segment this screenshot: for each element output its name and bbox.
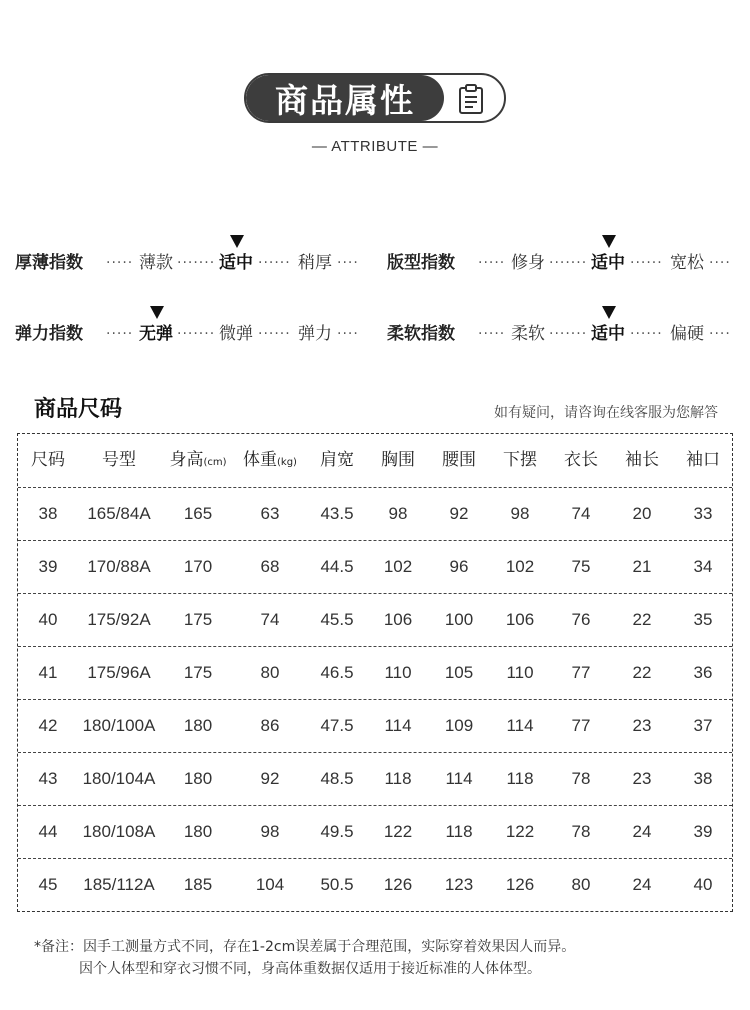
table-header-cell: 下摆 [503,450,537,470]
attribute-option-selected: 适中 [219,253,253,273]
table-cell: 77 [571,663,591,682]
attribute-option-selected: 适中 [591,253,625,273]
table-row [18,699,732,753]
table-cell: 35 [693,610,713,629]
table-header-row [18,434,732,487]
table-cell: 48.5 [320,769,354,788]
section-header-pill [244,73,506,123]
table-cell: 96 [449,557,469,576]
table-cell: 110 [384,663,412,682]
size-section-title: 商品尺码 [34,397,123,422]
table-cell: 86 [260,716,280,735]
table-cell: 68 [260,557,280,576]
dotted-separator: ···· [709,255,731,271]
table-cell: 98 [388,504,408,523]
table-cell: 50.5 [320,875,354,894]
table-row [18,540,732,594]
table-row [18,752,732,806]
table-cell: 76 [571,610,591,629]
dotted-separator: ······· [549,326,588,342]
attribute-row [387,322,747,346]
table-cell: 24 [632,822,652,841]
table-cell: 38 [693,769,713,788]
selected-marker-icon [150,306,164,319]
table-cell: 23 [632,716,652,735]
table-cell: 122 [505,822,535,841]
attribute-label: 版型指数 [387,253,455,273]
table-cell: 109 [444,716,474,735]
table-cell: 122 [383,822,413,841]
dotted-separator: ···· [337,326,359,342]
table-cell: 118 [445,822,473,841]
table-header-cell: 尺码 [31,450,65,470]
table-cell: 80 [571,875,591,894]
dotted-separator: ······· [177,326,216,342]
table-cell: 106 [505,610,535,629]
size-help-note: 如有疑问，请咨询在线客服为您解答 [494,405,718,421]
attribute-option: 弹力 [298,324,332,344]
table-cell: 75 [571,557,591,576]
table-cell: 24 [632,875,652,894]
attribute-option-selected: 适中 [591,324,625,344]
table-cell: 180 [183,769,213,788]
attribute-option: 偏硬 [670,324,704,344]
table-cell: 41 [38,663,58,682]
table-cell: 180 [183,822,213,841]
footnote-line-1: *备注：因手工测量方式不同，存在1-2cm误差属于合理范围，实际穿着效果因人而异。 [34,939,576,955]
table-cell: 74 [571,504,591,523]
table-cell: 180 [183,716,213,735]
table-cell: 78 [571,769,591,788]
table-cell: 118 [384,769,412,788]
table-cell: 165 [183,504,213,523]
table-cell: 77 [571,716,591,735]
table-header-cell: 袖口 [686,450,720,470]
table-cell: 118 [506,769,534,788]
table-cell: 175/96A [87,663,151,682]
table-cell: 42 [38,716,58,735]
table-cell: 74 [260,610,280,629]
attribute-option: 稍厚 [298,253,332,273]
attribute-label: 厚薄指数 [15,253,83,273]
table-cell: 40 [693,875,713,894]
table-cell: 34 [693,557,713,576]
table-cell: 126 [505,875,535,894]
table-header-cell: 衣长 [564,450,598,470]
table-cell: 44 [38,822,58,841]
table-cell: 21 [632,557,652,576]
dotted-separator: ···· [709,326,731,342]
size-table [17,433,733,912]
table-cell: 126 [383,875,413,894]
table-cell: 36 [693,663,713,682]
attribute-label: 柔软指数 [387,324,455,344]
table-row [18,858,732,912]
table-header-cell: 肩宽 [320,450,354,470]
table-cell: 45 [38,875,58,894]
table-cell: 180/104A [82,769,156,788]
selected-marker-icon [602,235,616,248]
table-cell: 22 [632,610,652,629]
attribute-row [387,251,747,275]
dotted-separator: ······· [549,255,588,271]
table-header-cell: 腰围 [442,450,476,470]
table-cell: 185/112A [83,875,155,894]
dotted-separator: ····· [106,255,134,271]
table-cell: 22 [632,663,652,682]
table-cell: 20 [632,504,652,523]
table-cell: 78 [571,822,591,841]
table-cell: 37 [693,716,713,735]
table-cell: 23 [632,769,652,788]
table-cell: 45.5 [320,610,354,629]
dotted-separator: ····· [106,326,134,342]
table-cell: 33 [693,504,713,523]
table-cell: 170 [183,557,213,576]
table-cell: 39 [693,822,713,841]
table-cell: 180/108A [82,822,156,841]
attribute-option: 宽松 [670,253,704,273]
dotted-separator: ····· [478,326,506,342]
table-cell: 98 [260,822,280,841]
table-header-cell: 体重(kg) [243,450,297,470]
table-cell: 100 [444,610,474,629]
dotted-separator: ······ [630,255,663,271]
table-cell: 43 [38,769,58,788]
table-row [18,593,732,647]
table-cell: 98 [510,504,530,523]
table-cell: 49.5 [320,822,354,841]
dotted-separator: ······ [258,255,291,271]
table-row [18,646,732,700]
selected-marker-icon [230,235,244,248]
attribute-row [15,322,375,346]
table-cell: 105 [444,663,474,682]
table-cell: 43.5 [320,504,354,523]
table-cell: 92 [449,504,469,523]
attribute-option-selected: 无弹 [139,324,173,344]
dotted-separator: ···· [337,255,359,271]
table-cell: 47.5 [320,716,354,735]
section-subtitle: — ATTRIBUTE — [311,138,439,155]
attribute-label: 弹力指数 [15,324,83,344]
table-cell: 38 [38,504,58,523]
table-row [18,487,732,541]
section-title: 商品属性 [246,75,444,121]
dotted-separator: ······· [177,255,216,271]
table-cell: 175/92A [87,610,151,629]
table-cell: 110 [506,663,534,682]
table-cell: 114 [445,769,473,788]
dotted-separator: ····· [478,255,506,271]
table-cell: 92 [260,769,280,788]
table-cell: 106 [383,610,413,629]
table-cell: 80 [260,663,280,682]
dotted-separator: ······ [630,326,663,342]
clipboard-icon [456,83,486,115]
table-header-cell: 袖长 [625,450,659,470]
attribute-option: 修身 [511,253,545,273]
table-header-cell: 胸围 [381,450,415,470]
table-cell: 114 [506,716,534,735]
attribute-row [15,251,375,275]
selected-marker-icon [602,306,616,319]
attribute-option: 微弹 [219,324,253,344]
table-cell: 185 [183,875,213,894]
attribute-option: 薄款 [139,253,173,273]
footnote-line-2: 因个人体型和穿衣习惯不同，身高体重数据仅适用于接近标准的人体体型。 [79,961,541,977]
table-header-cell: 号型 [102,450,136,470]
table-cell: 165/84A [87,504,151,523]
table-cell: 63 [260,504,280,523]
table-cell: 114 [384,716,412,735]
table-cell: 104 [255,875,285,894]
table-cell: 170/88A [87,557,151,576]
table-cell: 102 [505,557,535,576]
table-cell: 44.5 [320,557,354,576]
table-row [18,805,732,859]
table-header-cell: 身高(cm) [169,450,227,470]
table-cell: 175 [183,610,213,629]
table-cell: 102 [383,557,413,576]
table-cell: 40 [38,610,58,629]
dotted-separator: ······ [258,326,291,342]
table-cell: 39 [38,557,58,576]
attribute-option: 柔软 [511,324,545,344]
table-cell: 46.5 [320,663,354,682]
table-cell: 123 [444,875,474,894]
table-cell: 175 [183,663,213,682]
table-cell: 180/100A [82,716,156,735]
